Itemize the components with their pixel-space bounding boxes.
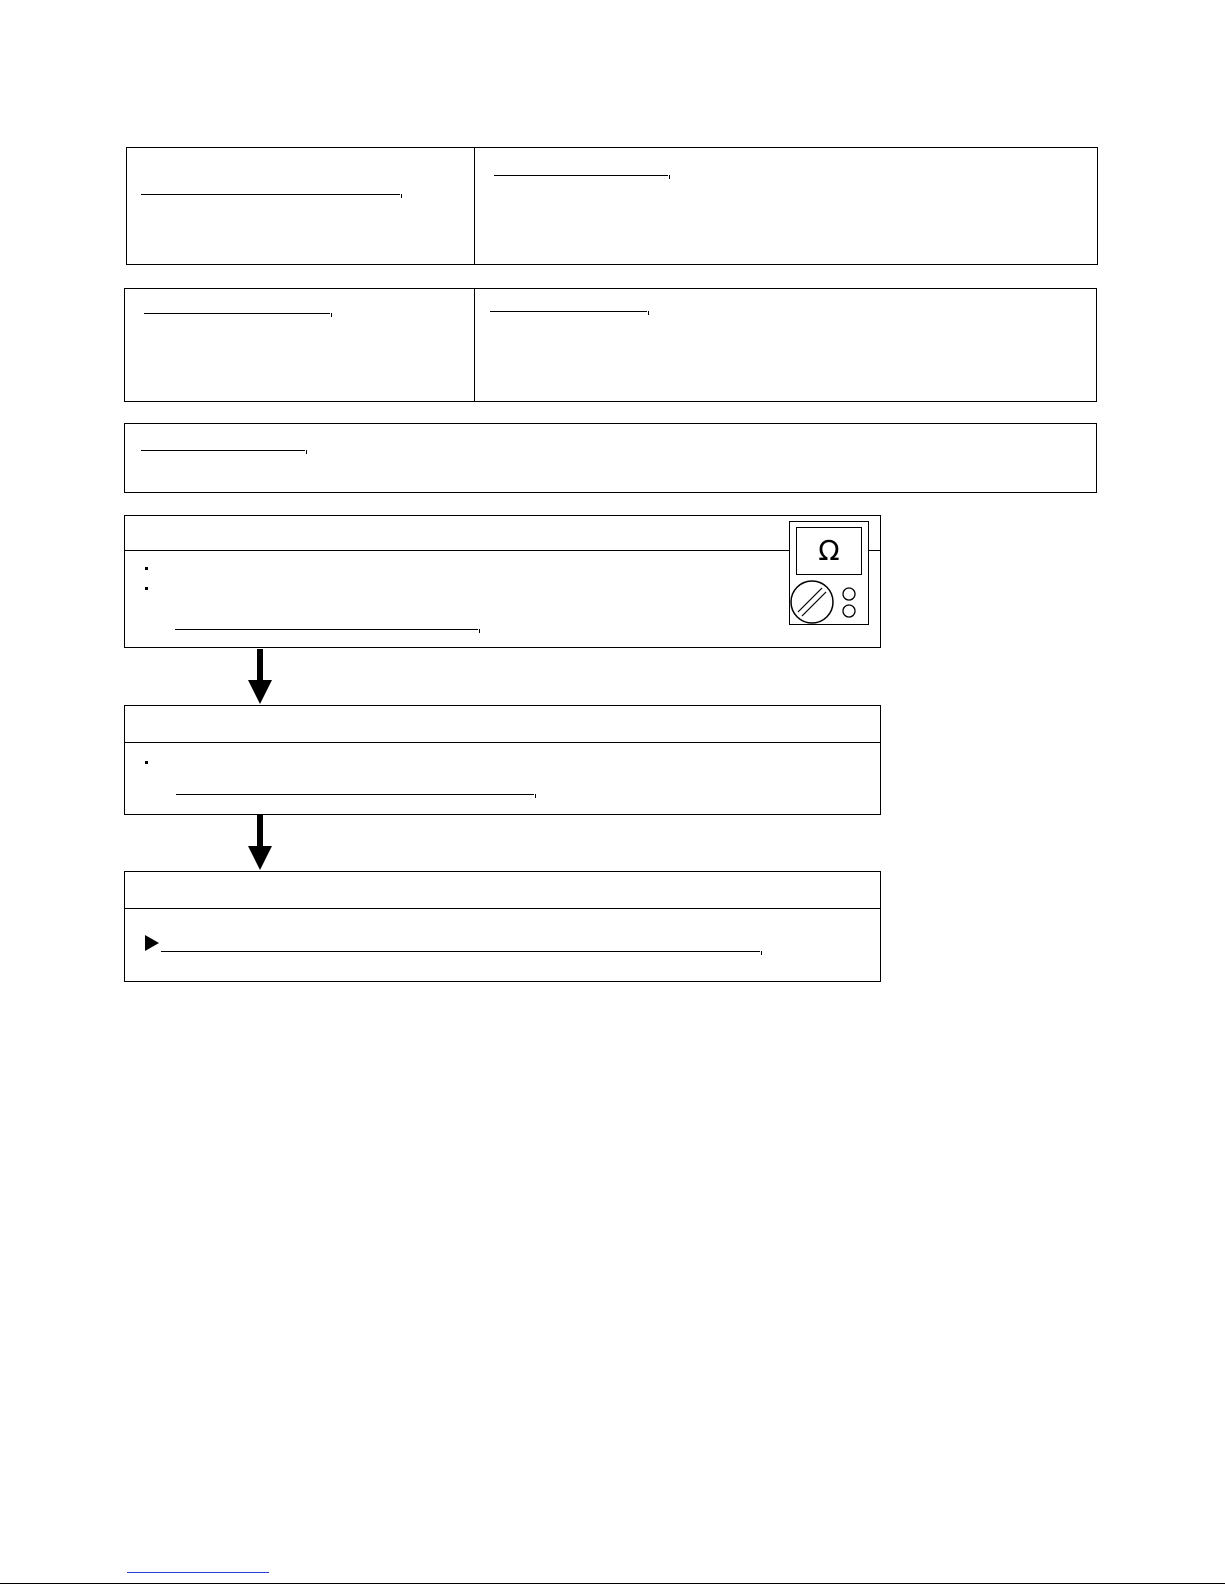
page-bottom-rule <box>0 1583 1225 1584</box>
arrow-down-icon <box>248 649 272 705</box>
bullet-icon <box>145 587 148 590</box>
text-redacted-line <box>161 951 760 952</box>
text-redacted-line <box>141 450 305 451</box>
column-divider <box>474 148 475 264</box>
selector-dial-icon <box>789 521 869 625</box>
step-header-divider <box>125 908 880 909</box>
footer-link-underline[interactable] <box>127 1572 269 1573</box>
step-2-box <box>124 705 881 815</box>
text-redacted-line <box>141 194 400 195</box>
arrow-down-icon <box>248 815 272 871</box>
step-header-divider <box>125 742 880 743</box>
text-redacted-line <box>494 175 668 176</box>
step-1-box <box>124 515 881 648</box>
info-table-1 <box>126 147 1098 265</box>
info-box-3 <box>124 423 1097 493</box>
ohm-symbol: Ω <box>818 534 840 567</box>
text-redacted-line <box>490 311 647 312</box>
step-header-divider <box>125 550 880 551</box>
step-3-box <box>124 871 881 982</box>
text-redacted-line <box>175 629 478 630</box>
bullet-icon <box>145 761 148 764</box>
text-redacted-line <box>144 313 330 314</box>
triangle-right-icon <box>145 935 159 951</box>
column-divider <box>474 289 475 401</box>
multimeter-icon <box>789 521 869 625</box>
text-redacted-line <box>176 794 534 795</box>
info-table-2 <box>124 288 1097 402</box>
bullet-icon <box>145 567 148 570</box>
